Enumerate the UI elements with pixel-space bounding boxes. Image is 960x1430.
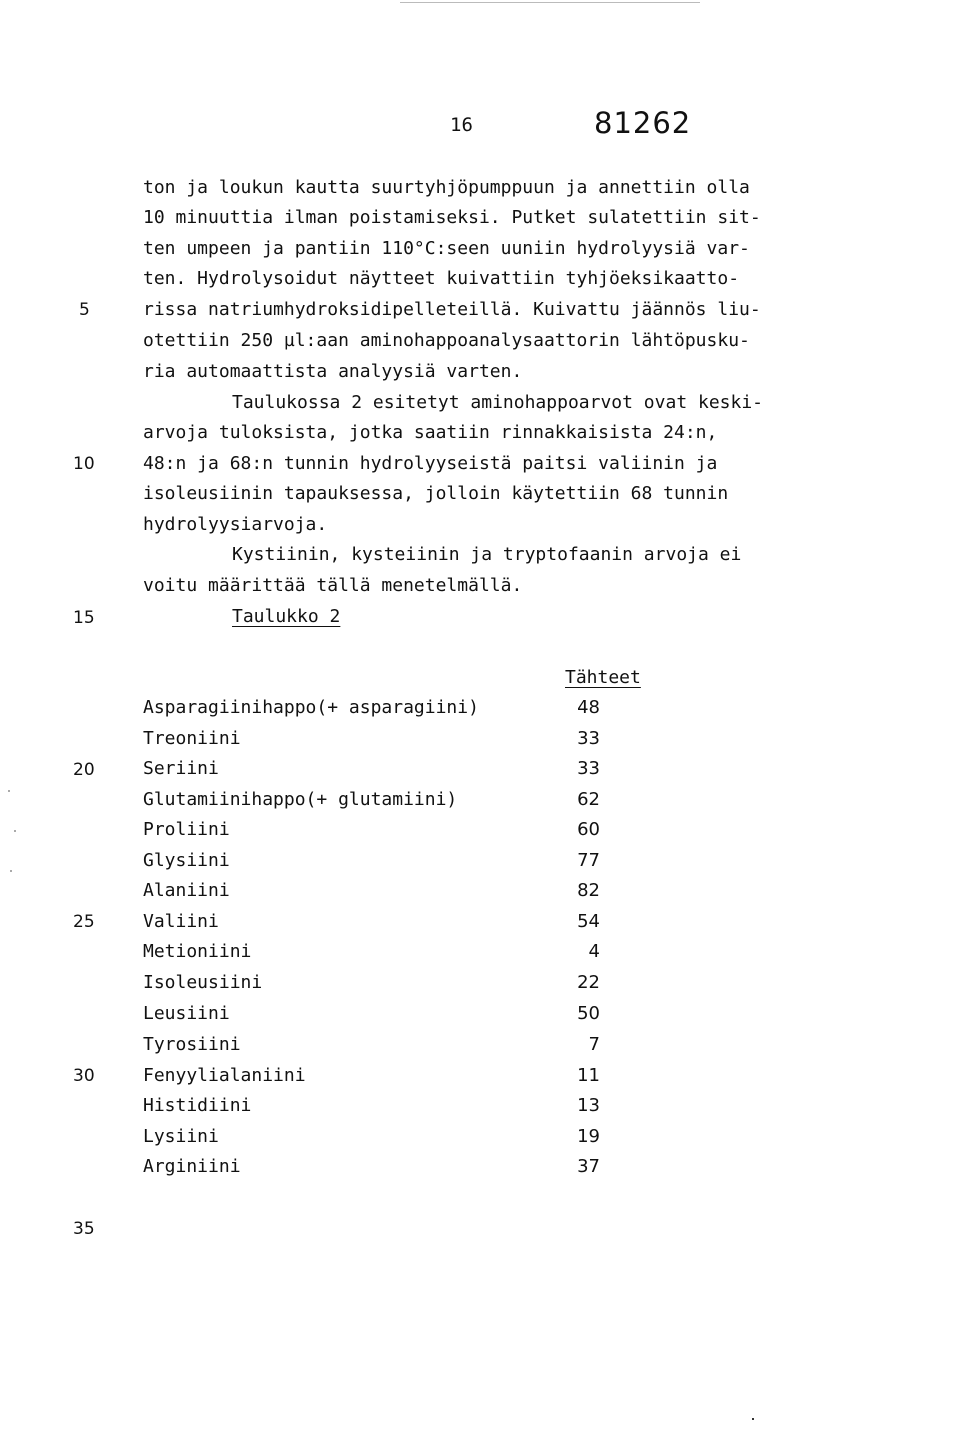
- paragraph-2-line-5: hydrolyysiarvoja.: [143, 514, 328, 535]
- margin-line-number: 25: [73, 912, 95, 932]
- paragraph-1-line-4: ten. Hydrolysoidut näytteet kuivattiin tyhjöeksikaatto-: [143, 268, 740, 289]
- table-title: Taulukko 2: [232, 606, 341, 627]
- table-row-name: Histidiini: [143, 1095, 252, 1116]
- scan-artifact: [14, 830, 16, 832]
- table-row-value: 33: [577, 728, 600, 749]
- paragraph-2-line-1: Taulukossa 2 esitetyt aminohappoarvot ovat keski-: [232, 392, 764, 413]
- table-row-name: Tyrosiini: [143, 1034, 241, 1055]
- table-row-name: Arginiini: [143, 1156, 241, 1177]
- paragraph-3-line-1: Kystiinin, kysteiinin ja tryptofaanin arvoja ei: [232, 544, 742, 565]
- paragraph-2-line-4: isoleusiinin tapauksessa, jolloin käytettiin 68 tunnin: [143, 483, 729, 504]
- table-row-value: 60: [577, 819, 600, 840]
- table-row-value: 13: [577, 1095, 600, 1116]
- table-row-value: 50: [577, 1003, 600, 1024]
- table-row-name: Glysiini: [143, 850, 230, 871]
- paragraph-1-line-7: ria automaattista analyysiä varten.: [143, 361, 523, 382]
- table-row-name: Valiini: [143, 911, 219, 932]
- paragraph-1-line-3: ten umpeen ja pantiin 110°C:seen uuniin hydrolyysiä var-: [143, 238, 750, 259]
- margin-line-number: 20: [73, 760, 95, 780]
- margin-line-number: 35: [73, 1219, 95, 1239]
- page-number: 16: [450, 114, 473, 136]
- table-row-value: 54: [577, 911, 600, 932]
- table-row-name: Treoniini: [143, 728, 241, 749]
- document-number: 81262: [594, 106, 692, 140]
- table-column-header: Tähteet: [565, 667, 641, 688]
- margin-line-number: 10: [73, 454, 95, 474]
- table-row-name: Seriini: [143, 758, 219, 779]
- paragraph-3-line-2: voitu määrittää tällä menetelmällä.: [143, 575, 523, 596]
- scan-artifact: [8, 790, 10, 792]
- table-row-name: Leusiini: [143, 1003, 230, 1024]
- paragraph-1-line-5: rissa natriumhydroksidipelleteillä. Kuivattu jäännös liu-: [143, 299, 761, 320]
- table-row-name: Glutamiinihappo(+ glutamiini): [143, 789, 458, 810]
- table-row-name: Asparagiinihappo(+ asparagiini): [143, 697, 479, 718]
- table-row-name: Metioniini: [143, 941, 252, 962]
- table-row-name: Lysiini: [143, 1126, 219, 1147]
- paragraph-1-line-6: otettiin 250 µl:aan aminohappoanalysaattorin lähtöpusku-: [143, 330, 750, 351]
- table-row-name: Fenyylialaniini: [143, 1065, 306, 1086]
- scan-artifact: [10, 870, 12, 872]
- paragraph-2-line-2: arvoja tuloksista, jotka saatiin rinnakkaisista 24:n,: [143, 422, 718, 443]
- margin-line-number: 30: [73, 1066, 95, 1086]
- table-row-value: 33: [577, 758, 600, 779]
- table-row-name: Isoleusiini: [143, 972, 263, 993]
- table-row-name: Proliini: [143, 819, 230, 840]
- table-row-value: 82: [577, 880, 600, 901]
- scan-artifact: [752, 1418, 754, 1420]
- table-row-value: 7: [588, 1034, 600, 1055]
- table-row-value: 37: [577, 1156, 600, 1177]
- scan-top-rule: [400, 2, 700, 3]
- margin-line-number: 15: [73, 608, 95, 628]
- table-row-value: 62: [577, 789, 600, 810]
- paragraph-1-line-1: ton ja loukun kautta suurtyhjöpumppuun ja annettiin olla: [143, 177, 750, 198]
- paragraph-2-line-3: 48:n ja 68:n tunnin hydrolyyseistä paitsi valiinin ja: [143, 453, 718, 474]
- margin-line-number: 5: [79, 300, 90, 320]
- table-row-value: 19: [577, 1126, 600, 1147]
- table-row-value: 11: [577, 1065, 600, 1086]
- table-row-value: 22: [577, 972, 600, 993]
- table-row-value: 77: [577, 850, 600, 871]
- table-row-value: 4: [588, 941, 600, 962]
- table-row-value: 48: [577, 697, 600, 718]
- table-row-name: Alaniini: [143, 880, 230, 901]
- paragraph-1-line-2: 10 minuuttia ilman poistamiseksi. Putket sulatettiin sit-: [143, 207, 761, 228]
